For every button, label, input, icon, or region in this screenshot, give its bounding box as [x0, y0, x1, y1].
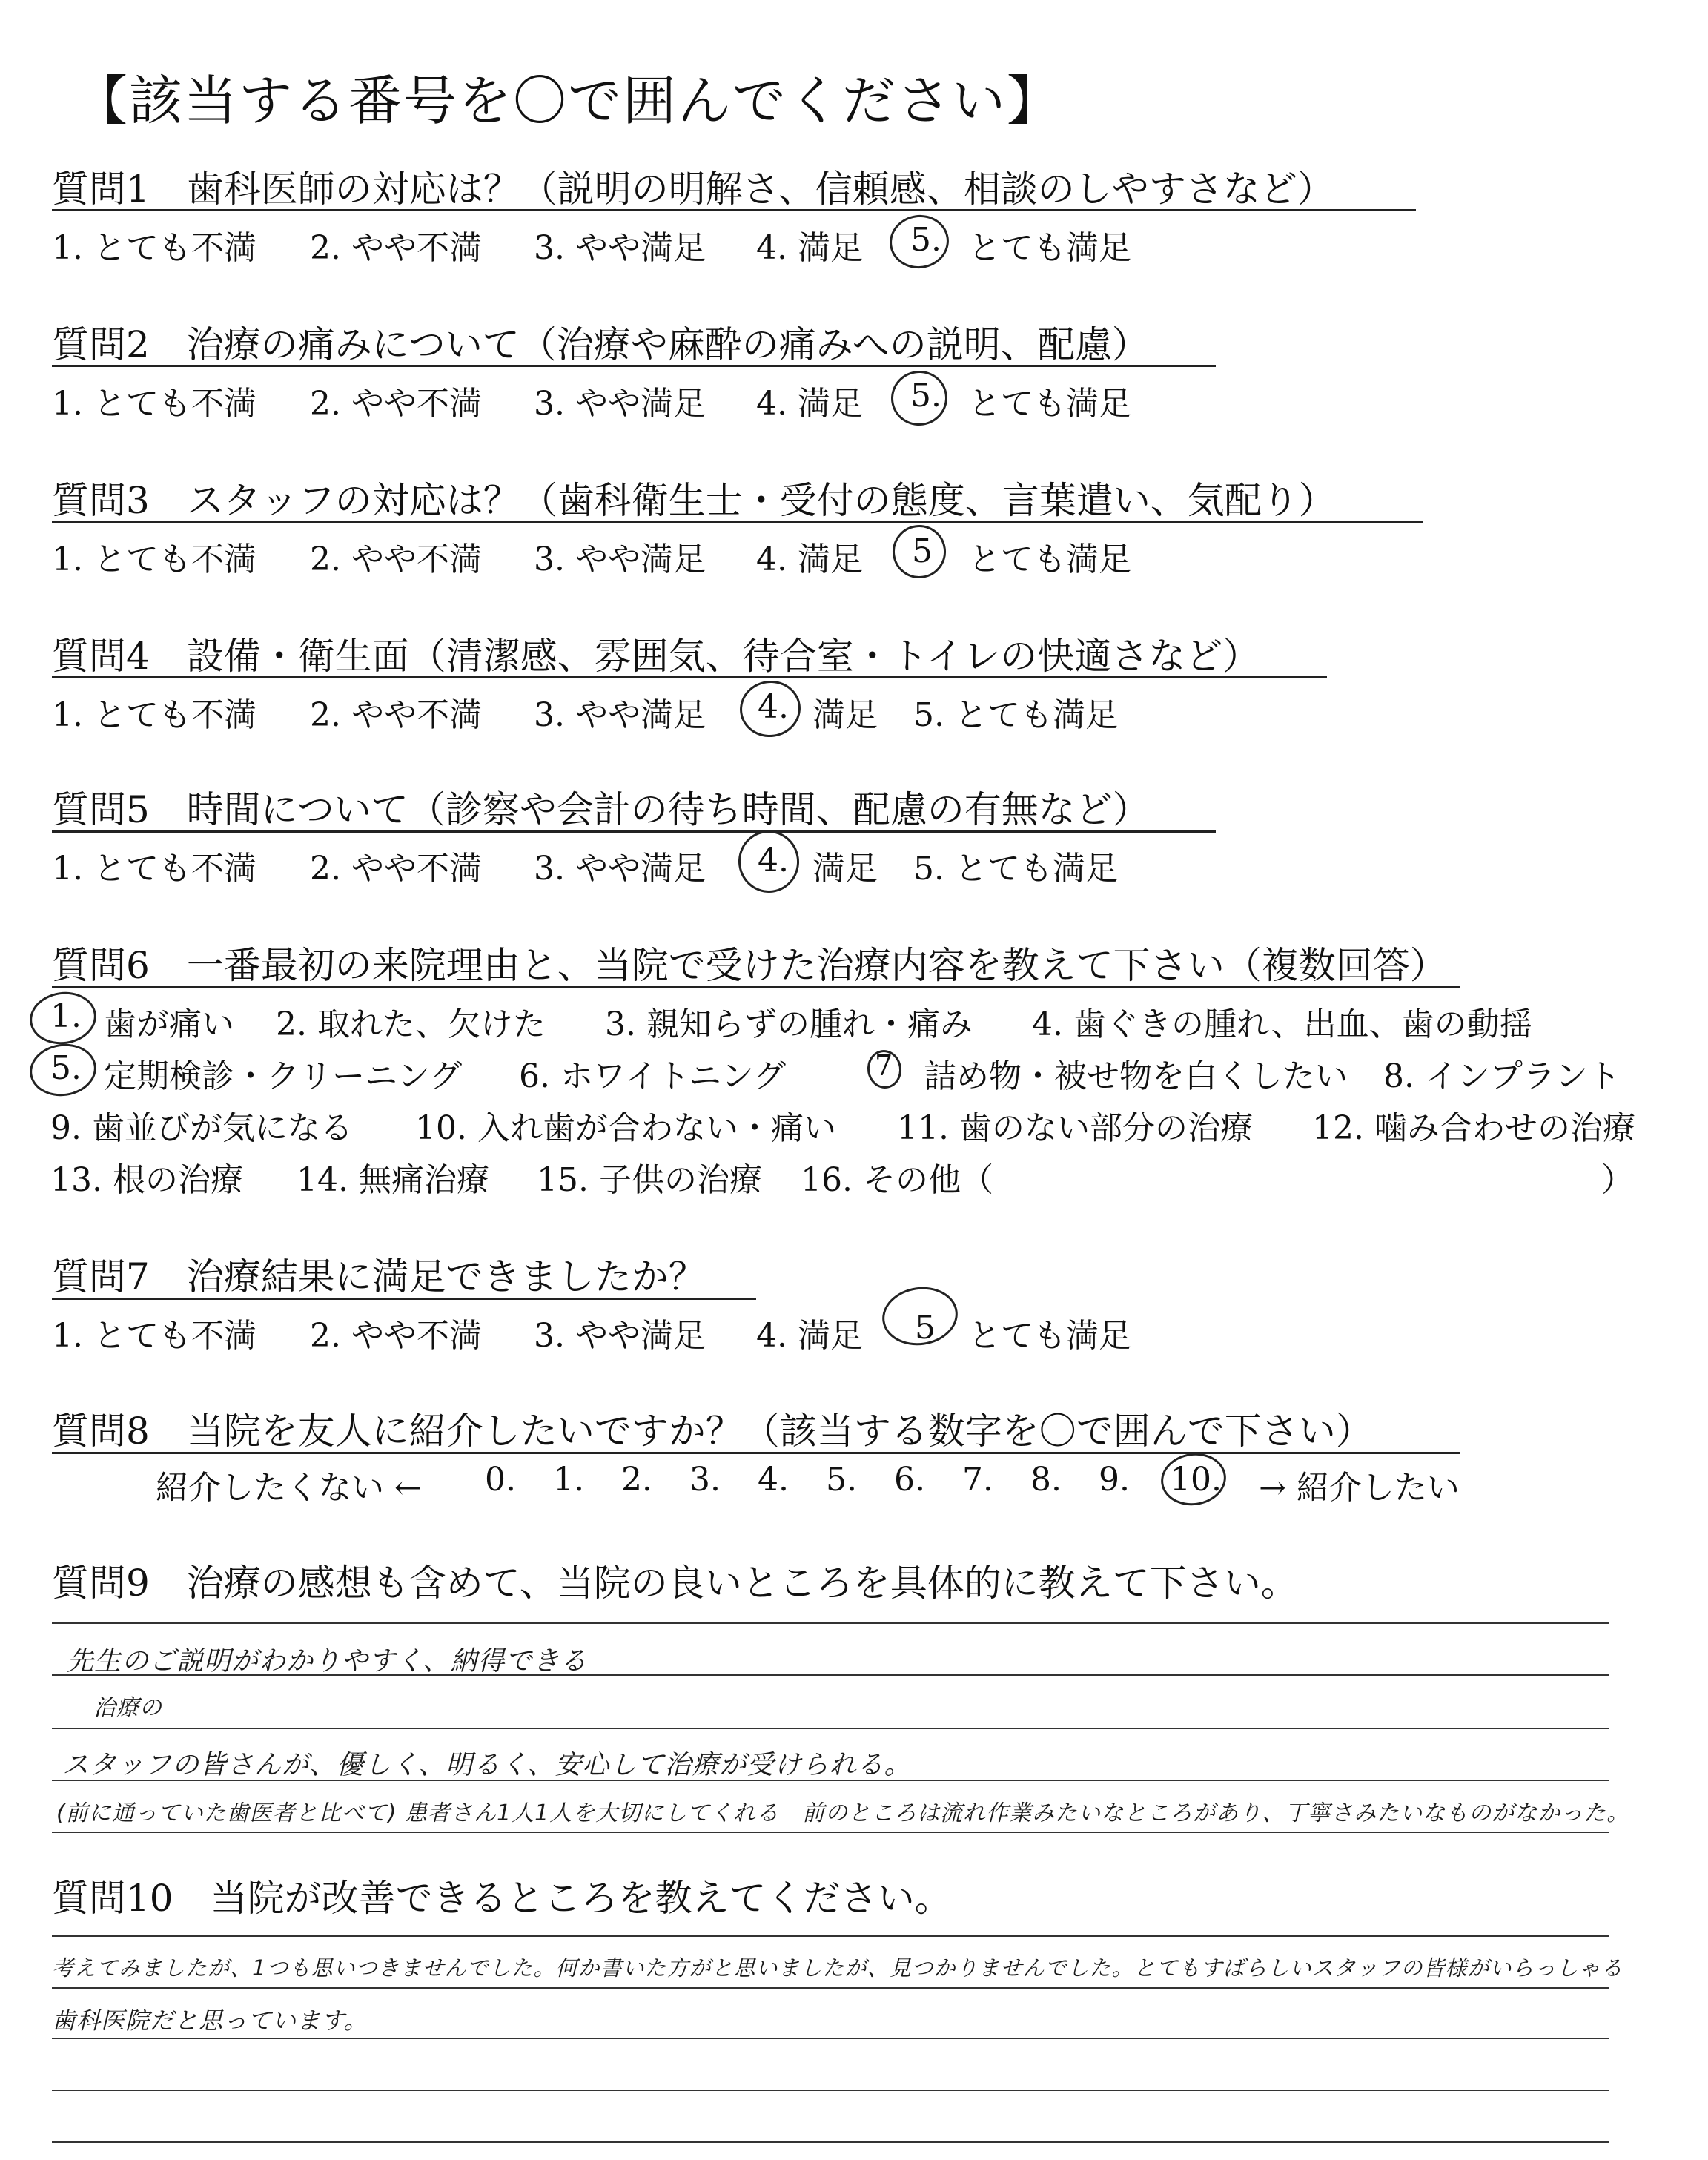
q8-scale-7[interactable]: 7. [962, 1461, 993, 1499]
q7-selected-circle [878, 1282, 961, 1350]
q2-option-1[interactable]: 1. とても不満 [52, 385, 256, 423]
q4-selected-circle [736, 677, 804, 742]
question-2-underline [52, 365, 1216, 367]
q8-scale-2[interactable]: 2. [621, 1461, 652, 1499]
q1-option-4[interactable]: 4. 満足 [756, 229, 863, 267]
q3-option-1[interactable]: 1. とても不満 [52, 541, 256, 578]
question-1-title: 質問1 歯科医師の対応は？（説明の明解さ、信頼感、相談のしやすさなど） [52, 168, 1334, 211]
q6-option-3[interactable]: 3. 親知らずの腫れ・痛み [605, 1005, 973, 1043]
q5-option-4-label: 満足 [812, 850, 878, 888]
q6-option-7-label: 詰め物・被せ物を白くしたい [924, 1057, 1348, 1095]
q9-rule-3 [52, 1728, 1609, 1729]
q8-scale-0[interactable]: 0. [485, 1461, 516, 1499]
q7-option-1[interactable]: 1. とても不満 [52, 1317, 256, 1355]
q6-selected-circle-5 [27, 1040, 100, 1100]
q6-option-13[interactable]: 13. 根の治療 [50, 1161, 243, 1199]
question-2-title: 質問2 治療の痛みについて（治療や麻酔の痛みへの説明、配慮） [52, 323, 1149, 366]
question-10-title: 質問10 当院が改善できるところを教えてください。 [52, 1877, 952, 1920]
q6-option-9[interactable]: 9. 歯並びが気になる [50, 1109, 353, 1147]
q6-other-close-paren: ） [1601, 1161, 1634, 1199]
q8-scale-6[interactable]: 6. [894, 1461, 925, 1499]
q9-answer-line-3: (前に通っていた歯医者と比べて) 患者さん1人1人を大切にしてくれる 前のところは流れ作業みたいなところがあり、丁寧さみたいなものがなかった。 [56, 1800, 1630, 1826]
q10-rule-5 [52, 2141, 1609, 2143]
question-8-underline [52, 1452, 1460, 1454]
q7-option-5[interactable]: 5 [915, 1309, 936, 1347]
q5-option-3[interactable]: 3. やや満足 [534, 850, 706, 888]
q6-option-16[interactable]: 16. その他（ [801, 1161, 993, 1199]
q1-selected-circle [886, 211, 952, 272]
question-9-title: 質問9 治療の感想も含めて、当院の良いところを具体的に教えて下さい。 [52, 1562, 1298, 1605]
q5-option-2[interactable]: 2. やや不満 [310, 850, 482, 888]
q2-option-2[interactable]: 2. やや不満 [310, 385, 482, 423]
q3-option-5-label: とても満足 [968, 541, 1131, 578]
q6-option-8[interactable]: 8. インプラント [1383, 1057, 1621, 1095]
q8-scale-10[interactable]: 10. [1170, 1461, 1222, 1499]
q1-option-5-label: とても満足 [968, 229, 1131, 267]
q3-option-5[interactable]: 5 [912, 532, 933, 570]
q8-scale-5[interactable]: 5. [826, 1461, 857, 1499]
q2-option-3[interactable]: 3. やや満足 [534, 385, 706, 423]
q6-option-1[interactable]: 1. [50, 997, 82, 1035]
q5-option-1[interactable]: 1. とても不満 [52, 850, 256, 888]
page-heading: 【該当する番号を〇で囲んでください】 [74, 70, 1062, 132]
q8-scale-8[interactable]: 8. [1030, 1461, 1062, 1499]
q4-option-4[interactable]: 4. [758, 688, 789, 726]
question-8-title: 質問8 当院を友人に紹介したいですか？（該当する数字を〇で囲んで下さい） [52, 1410, 1373, 1453]
q7-option-3[interactable]: 3. やや満足 [534, 1317, 706, 1355]
q4-option-2[interactable]: 2. やや不満 [310, 696, 482, 734]
question-6-underline [52, 986, 1460, 988]
q1-option-1[interactable]: 1. とても不満 [52, 229, 256, 267]
question-6-title: 質問6 一番最初の来院理由と、当院で受けた治療内容を教えて下さい（複数回答） [52, 944, 1447, 987]
question-5-title: 質問5 時間について（診察や会計の待ち時間、配慮の有無など） [52, 788, 1150, 831]
q8-selected-circle [1158, 1449, 1230, 1510]
q8-scale-9[interactable]: 9. [1099, 1461, 1130, 1499]
q8-right-label: → 紹介したい [1259, 1469, 1460, 1507]
q6-option-12[interactable]: 12. 噛み合わせの治療 [1312, 1109, 1635, 1147]
q7-option-4[interactable]: 4. 満足 [756, 1317, 863, 1355]
q9-answer-line-1: 先生のご説明がわかりやすく、納得できる [67, 1646, 588, 1677]
q9-rule-1 [52, 1622, 1609, 1624]
q6-selected-circle-7 [865, 1048, 904, 1091]
q4-option-3[interactable]: 3. やや満足 [534, 696, 706, 734]
q6-option-6[interactable]: 6. ホワイトニング [519, 1057, 787, 1095]
q3-option-2[interactable]: 2. やや不満 [310, 541, 482, 578]
q6-option-5-label: 定期検診・クリーニング [104, 1057, 463, 1095]
q6-option-2[interactable]: 2. 取れた、欠けた [276, 1005, 546, 1043]
q1-option-2[interactable]: 2. やや不満 [310, 229, 482, 267]
q9-rule-5 [52, 1832, 1609, 1833]
q4-option-1[interactable]: 1. とても不満 [52, 696, 256, 734]
q2-option-5[interactable]: 5. [910, 377, 941, 415]
q10-answer-line-2: 歯科医院だと思っています。 [52, 2007, 368, 2035]
q3-selected-circle [889, 521, 949, 581]
question-3-title: 質問3 スタッフの対応は？（歯科衛生士・受付の態度、言葉遣い、気配り） [52, 479, 1336, 522]
question-4-title: 質問4 設備・衛生面（清潔感、雰囲気、待合室・トイレの快適さなど） [52, 635, 1260, 678]
question-1-underline [52, 209, 1416, 211]
q6-option-1-label: 歯が痛い [104, 1005, 234, 1043]
q10-rule-4 [52, 2090, 1609, 2091]
q6-option-5[interactable]: 5. [50, 1049, 82, 1087]
q3-option-4[interactable]: 4. 満足 [756, 541, 863, 578]
q4-option-4-label: 満足 [812, 696, 878, 734]
q8-left-label: 紹介したくない ← [156, 1469, 422, 1507]
q1-option-5[interactable]: 5. [910, 221, 941, 259]
q8-scale-1[interactable]: 1. [553, 1461, 584, 1499]
q8-scale-3[interactable]: 3. [689, 1461, 721, 1499]
q6-option-14[interactable]: 14. 無痛治療 [297, 1161, 489, 1199]
q6-option-15[interactable]: 15. 子供の治療 [537, 1161, 762, 1199]
q5-option-4[interactable]: 4. [758, 842, 789, 879]
q6-option-4[interactable]: 4. 歯ぐきの腫れ、出血、歯の動揺 [1032, 1005, 1532, 1043]
question-4-underline [52, 676, 1327, 678]
q6-option-7[interactable]: 7 [875, 1049, 893, 1082]
q9-answer-insert: 治療の [93, 1695, 162, 1721]
q4-option-5[interactable]: 5. とても満足 [913, 696, 1118, 734]
question-3-underline [52, 521, 1423, 523]
q8-scale-4[interactable]: 4. [758, 1461, 789, 1499]
q9-answer-line-2: スタッフの皆さんが、優しく、明るく、安心して治療が受けられる。 [62, 1750, 912, 1780]
q10-answer-line-1: 考えてみましたが、1つも思いつきませんでした。何か書いた方がと思いましたが、見つかりませんでした。とてもすばらしいスタッフの皆様がいらっしゃる [52, 1955, 1623, 1981]
q7-option-5-label: とても満足 [968, 1317, 1131, 1355]
q6-option-10[interactable]: 10. 入れ歯が合わない・痛い [415, 1109, 836, 1147]
q6-option-11[interactable]: 11. 歯のない部分の治療 [897, 1109, 1253, 1147]
q7-option-2[interactable]: 2. やや不満 [310, 1317, 482, 1355]
q3-option-3[interactable]: 3. やや満足 [534, 541, 706, 578]
question-5-underline [52, 830, 1216, 833]
q1-option-3[interactable]: 3. やや満足 [534, 229, 706, 267]
q5-option-5[interactable]: 5. とても満足 [913, 850, 1118, 888]
q10-rule-3 [52, 2038, 1609, 2039]
q10-rule-1 [52, 1935, 1609, 1937]
q6-selected-circle-1 [27, 988, 100, 1048]
question-7-underline [52, 1298, 756, 1300]
q2-option-5-label: とても満足 [968, 385, 1131, 423]
q5-selected-circle [735, 827, 804, 897]
q2-option-4[interactable]: 4. 満足 [756, 385, 863, 423]
q10-rule-2 [52, 1987, 1609, 1989]
question-7-title: 質問7 治療結果に満足できましたか？ [52, 1255, 706, 1298]
